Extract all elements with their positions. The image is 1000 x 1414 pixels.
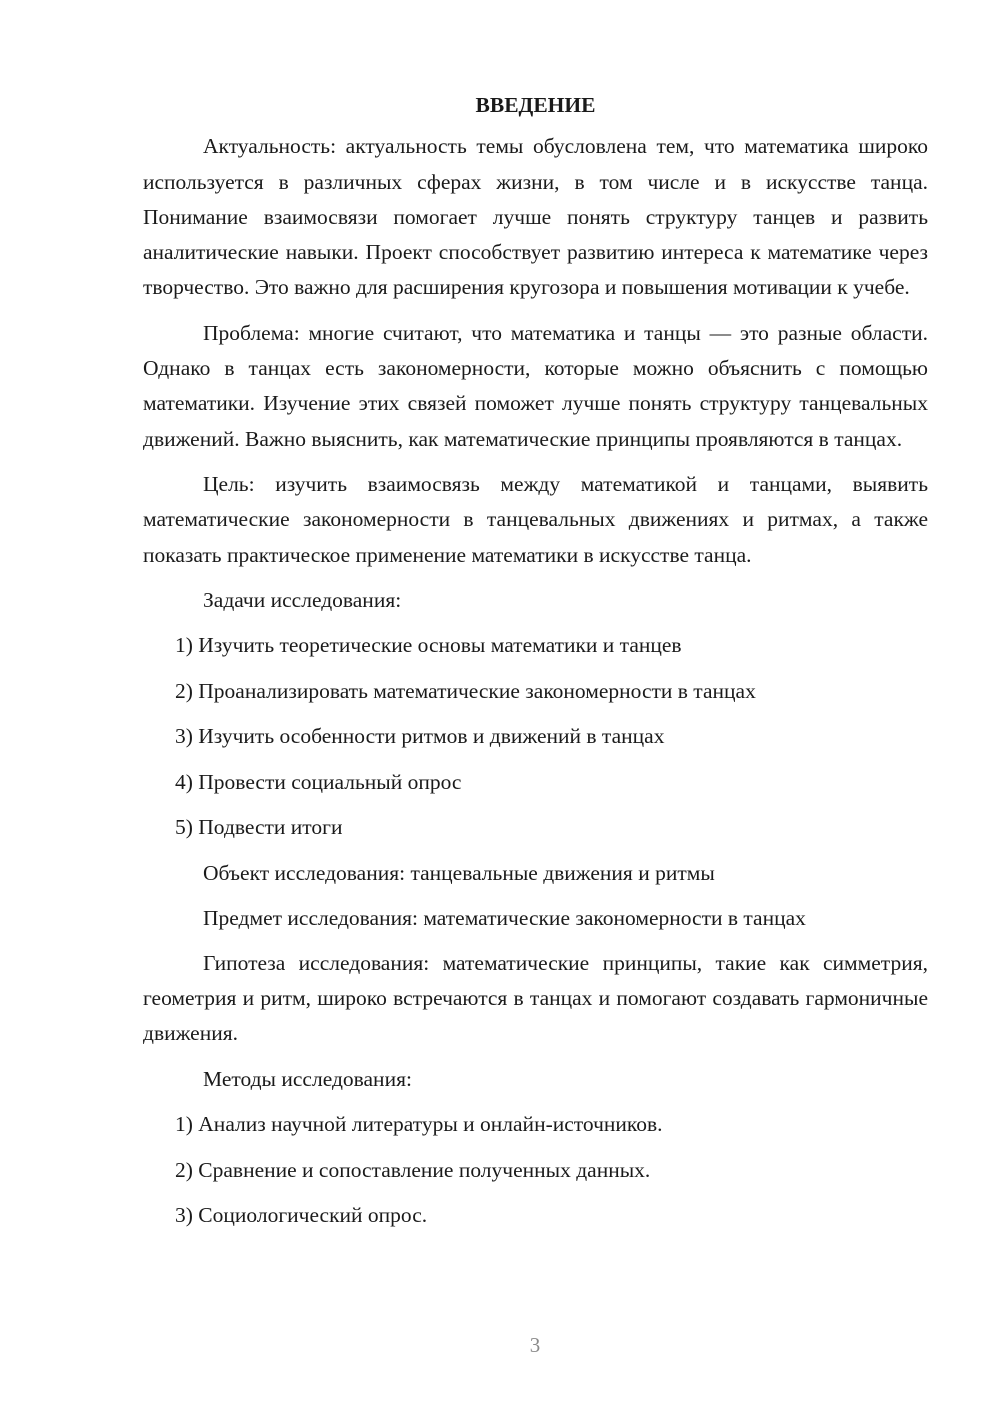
goal-paragraph: Цель: изучить взаимосвязь между математикой и танцами, выявить математические закономерности в танцевальных движениях и ритмах, а также показать практическое применение математики в искусстве танца.: [143, 471, 928, 567]
list-item: 2) Сравнение и сопоставление полученных данных.: [175, 1157, 651, 1182]
list-item: 3) Социологический опрос.: [175, 1203, 428, 1228]
list-item: 1) Изучить теоретические основы математики и танцев: [175, 633, 682, 658]
problem-paragraph: Проблема: многие считают, что математика и танцы — это разные области. Однако в танцах есть закономерности, которые можно объяснить с помощью математики. Изучение этих связей поможет лучше понять структуру танцевальных движений. Важно выяснить, как математические принципы проявляются в танцах.: [143, 320, 928, 451]
document-page: [143, 88, 928, 1244]
tasks-list: [143, 628, 928, 845]
page-title: ВВЕДЕНИЕ: [475, 93, 596, 117]
list-item: 4) Провести социальный опрос: [175, 769, 462, 794]
list-item: 3) Изучить особенности ритмов и движений в танцах: [175, 724, 665, 749]
methods-list: [143, 1107, 928, 1233]
research-subject: Предмет исследования: математические закономерности в танцах: [203, 906, 806, 931]
list-item: 2) Проанализировать математические закономерности в танцах: [175, 678, 756, 703]
list-item: 1) Анализ научной литературы и онлайн-источников.: [175, 1112, 663, 1137]
methods-title: Методы исследования:: [203, 1066, 412, 1091]
hypothesis-paragraph: Гипотеза исследования: математические принципы, такие как симметрия, геометрия и ритм, широко встречаются в танцах и помогают создавать гармоничные движения.: [143, 950, 928, 1046]
research-object: Объект исследования: танцевальные движения и ритмы: [203, 860, 715, 885]
tasks-title: Задачи исследования:: [203, 587, 402, 612]
relevance-paragraph: Актуальность: актуальность темы обусловлена тем, что математика широко используется в различных сферах жизни, в том числе и в искусстве танца. Понимание взаимосвязи помогает лучше понять структуру танцев и развить аналитические навыки. Проект способствует развитию интереса к математике через творчество. Это важно для расширения кругозора и повышения мотивации к учебе.: [143, 134, 928, 300]
page-number: 3: [529, 1333, 541, 1357]
list-item: 5) Подвести итоги: [175, 815, 343, 840]
